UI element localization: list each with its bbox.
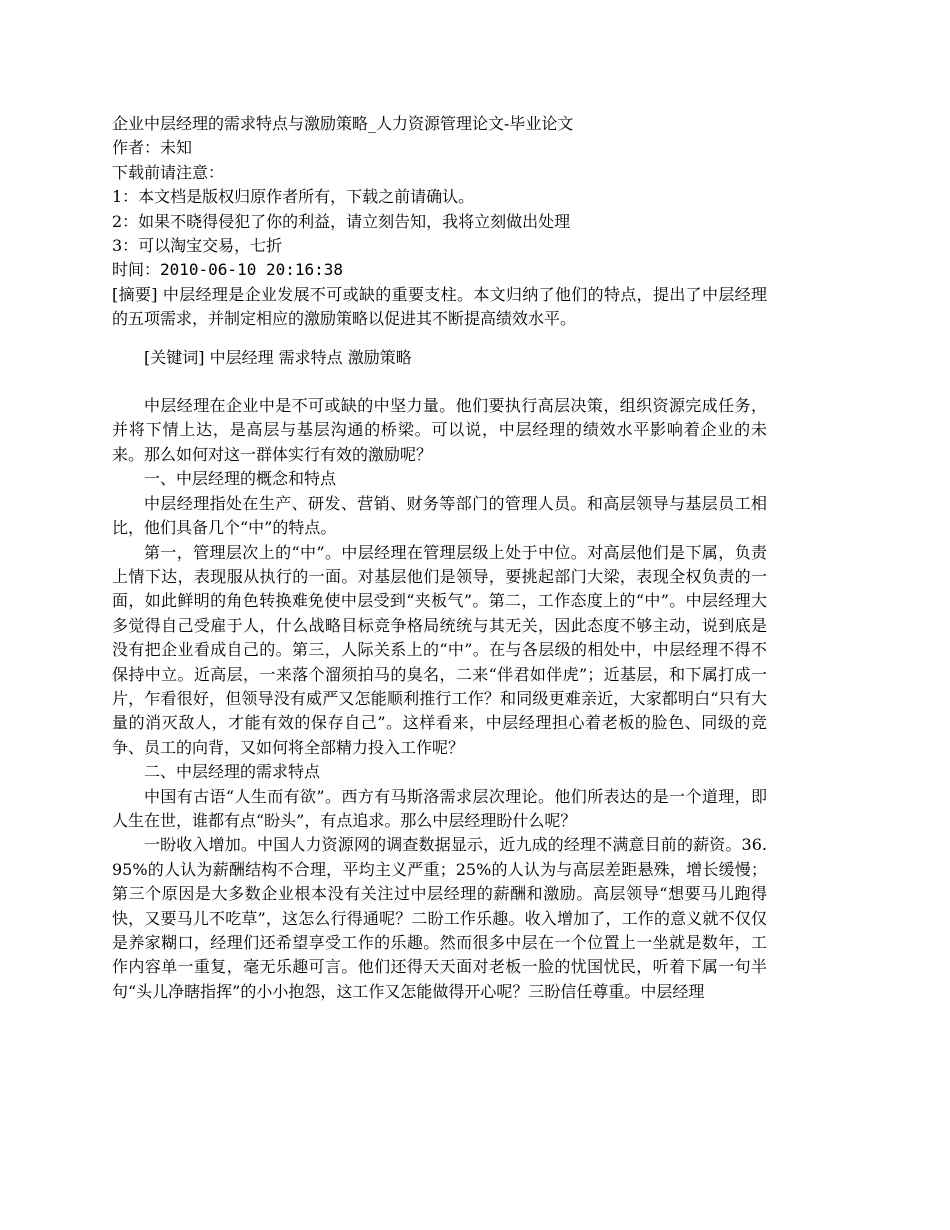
notice-item-1: 1：本文档是版权归原作者所有，下载之前请确认。 [112, 187, 475, 207]
abstract-paragraph: [摘要] 中层经理是企业发展不可或缺的重要支柱。本文归纳了他们的特点，提出了中层经理的五项需求，并制定相应的激励策略以促进其不断提高绩效水平。 [112, 284, 767, 329]
keywords-line: [关键词] 中层经理 需求特点 激励策略 [144, 347, 412, 367]
document-title: 企业中层经理的需求特点与激励策略_人力资源管理论文-毕业论文 [112, 114, 574, 133]
body-paragraph-needs-detail: 一盼收入增加。中国人力资源网的调查数据显示，近九成的经理不满意目前的薪资。36.95%的人认为薪酬结构不合理，平均主义严重；25%的人认为与高层差距悬殊，增长缓慢；第三个原因是大多数企业根本没有关注过中层经理的薪酬和激励。高层领导“想要马儿跑得快，又要马儿不吃草”，这怎么行得通呢？二盼工作乐趣。收入增加了，工作的意义就不仅仅是养家糊口，经理们还希望享受工作的乐趣。然而很多中层在一个位置上一坐就是数年，工作内容单一重复，毫无乐趣可言。他们还得天天面对老板一脸的忧国忧民，听着下属一句半句“头儿净瞎指挥”的小小抱怨，这工作又怎能做得开心呢？三盼信任尊重。中层经理 [112, 835, 767, 1001]
intro-paragraph: 中层经理在企业中是不可或缺的中坚力量。他们要执行高层决策，组织资源完成任务，并将下情上达，是高层与基层沟通的桥梁。可以说，中层经理的绩效水平影响着企业的未来。那么如何对这一群体实行有效的激励呢？ [112, 396, 767, 464]
blank-spacer [112, 370, 767, 394]
notice-heading: 下载前请注意： [112, 162, 225, 182]
body-paragraph-definition: 中层经理指处在生产、研发、营销、财务等部门的管理人员。和高层领导与基层员工相比，他们具备几个“中”的特点。 [112, 493, 767, 538]
notice-item-2: 2：如果不晓得侵犯了你的利益，请立刻告知，我将立刻做出处理 [112, 211, 571, 231]
notice-item-3: 3：可以淘宝交易，七折 [112, 236, 283, 256]
body-paragraph-needs-intro: 中国有古语“人生而有欲”。西方有马斯洛需求层次理论。他们所表达的是一个道理，即人生在世，谁都有点“盼头”，有点追求。那么中层经理盼什么呢？ [112, 786, 767, 830]
section-heading-1: 一、中层经理的概念和特点 [144, 469, 337, 489]
author-line: 作者：未知 [112, 138, 193, 158]
section-heading-2: 二、中层经理的需求特点 [144, 762, 321, 782]
body-paragraph-characteristics: 第一，管理层次上的“中”。中层经理在管理层级上处于中位。对高层他们是下属，负责上情下达，表现服从执行的一面。对基层他们是领导，要挑起部门大梁，表现全权负责的一面，如此鲜明的角色转换难免使中层受到“夹板气”。第二，工作态度上的“中”。中层经理大多觉得自己受雇于人，什么战略目标竞争格局统统与其无关，因此态度不够主动，说到底是没有把企业看成自己的。第三，人际关系上的“中”。在与各层级的相处中，中层经理不得不保持中立。近高层，一来落个溜须拍马的臭名，二来“伴君如伴虎”；近基层，和下属打成一片，乍看很好，但领导没有威严又怎能顺利推行工作？和同级更难亲近，大家都明白“只有大量的消灭敌人，才能有效的保存自己”。这样看来，中层经理担心着老板的脸色、同级的竞争、员工的向背，又如何将全部精力投入工作呢？ [112, 542, 767, 757]
document-page [112, 112, 767, 1004]
timestamp-line: 时间：2010-06-10 20:16:38 [112, 260, 344, 280]
